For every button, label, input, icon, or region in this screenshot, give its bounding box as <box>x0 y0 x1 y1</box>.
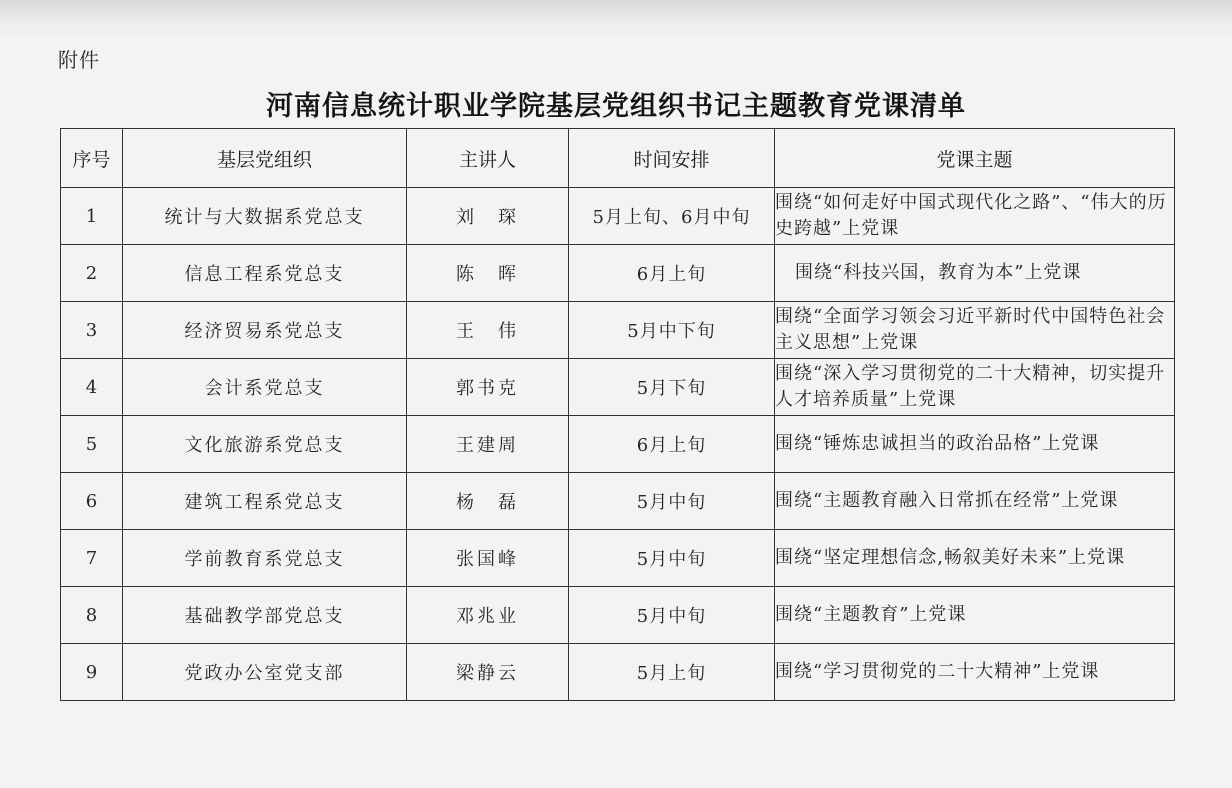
row-organization: 基础教学部党总支 <box>123 587 407 644</box>
row-schedule: 6月上旬 <box>569 245 775 302</box>
party-lecture-table <box>60 128 1175 701</box>
table-header-row <box>61 129 1175 188</box>
row-schedule: 5月上旬、6月中旬 <box>569 188 775 245</box>
row-speaker: 王建周 <box>407 416 569 473</box>
document-title: 河南信息统计职业学院基层党组织书记主题教育党课清单 <box>266 91 966 122</box>
table-row <box>61 188 1175 245</box>
row-schedule: 6月上旬 <box>569 416 775 473</box>
row-schedule: 5月中下旬 <box>569 302 775 359</box>
scan-shadow <box>0 0 1232 40</box>
table-row <box>61 416 1175 473</box>
row-number: 9 <box>61 644 123 701</box>
row-speaker: 刘 琛 <box>407 188 569 245</box>
header-number: 序号 <box>61 129 123 188</box>
row-schedule: 5月下旬 <box>569 359 775 416</box>
row-organization: 文化旅游系党总支 <box>123 416 407 473</box>
table-row <box>61 473 1175 530</box>
row-number: 7 <box>61 530 123 587</box>
row-speaker: 王 伟 <box>407 302 569 359</box>
row-number: 5 <box>61 416 123 473</box>
row-topic: 围绕“坚定理想信念,畅叙美好未来”上党课 <box>775 530 1175 587</box>
header-speaker: 主讲人 <box>407 129 569 188</box>
row-topic: 围绕“主题教育”上党课 <box>775 587 1175 644</box>
header-organization: 基层党组织 <box>123 129 407 188</box>
table-row <box>61 644 1175 701</box>
row-topic: 围绕“科技兴国，教育为本”上党课 <box>775 245 1175 302</box>
row-organization: 建筑工程系党总支 <box>123 473 407 530</box>
row-number: 4 <box>61 359 123 416</box>
header-topic: 党课主题 <box>775 129 1175 188</box>
row-organization: 经济贸易系党总支 <box>123 302 407 359</box>
row-topic: 围绕“主题教育融入日常抓在经常”上党课 <box>775 473 1175 530</box>
row-number: 3 <box>61 302 123 359</box>
row-speaker: 梁静云 <box>407 644 569 701</box>
row-number: 8 <box>61 587 123 644</box>
row-topic: 围绕“如何走好中国式现代化之路”、“伟大的历史跨越”上党课 <box>775 188 1175 245</box>
row-schedule: 5月中旬 <box>569 587 775 644</box>
row-speaker: 陈 晖 <box>407 245 569 302</box>
row-topic: 围绕“全面学习领会习近平新时代中国特色社会主义思想”上党课 <box>775 302 1175 359</box>
table-row <box>61 245 1175 302</box>
row-organization: 学前教育系党总支 <box>123 530 407 587</box>
table-row <box>61 530 1175 587</box>
row-speaker: 杨 磊 <box>407 473 569 530</box>
annex-label: 附件 <box>58 48 100 72</box>
row-schedule: 5月中旬 <box>569 530 775 587</box>
table-row <box>61 302 1175 359</box>
row-topic: 围绕“学习贯彻党的二十大精神”上党课 <box>775 644 1175 701</box>
row-speaker: 张国峰 <box>407 530 569 587</box>
row-organization: 信息工程系党总支 <box>123 245 407 302</box>
row-speaker: 邓兆业 <box>407 587 569 644</box>
row-organization: 党政办公室党支部 <box>123 644 407 701</box>
table-row <box>61 587 1175 644</box>
row-number: 6 <box>61 473 123 530</box>
row-number: 2 <box>61 245 123 302</box>
table-row <box>61 359 1175 416</box>
row-number: 1 <box>61 188 123 245</box>
row-topic: 围绕“深入学习贯彻党的二十大精神，切实提升人才培养质量”上党课 <box>775 359 1175 416</box>
header-schedule: 时间安排 <box>569 129 775 188</box>
row-topic: 围绕“锤炼忠诚担当的政治品格”上党课 <box>775 416 1175 473</box>
row-speaker: 郭书克 <box>407 359 569 416</box>
row-schedule: 5月上旬 <box>569 644 775 701</box>
row-organization: 会计系党总支 <box>123 359 407 416</box>
row-schedule: 5月中旬 <box>569 473 775 530</box>
row-organization: 统计与大数据系党总支 <box>123 188 407 245</box>
